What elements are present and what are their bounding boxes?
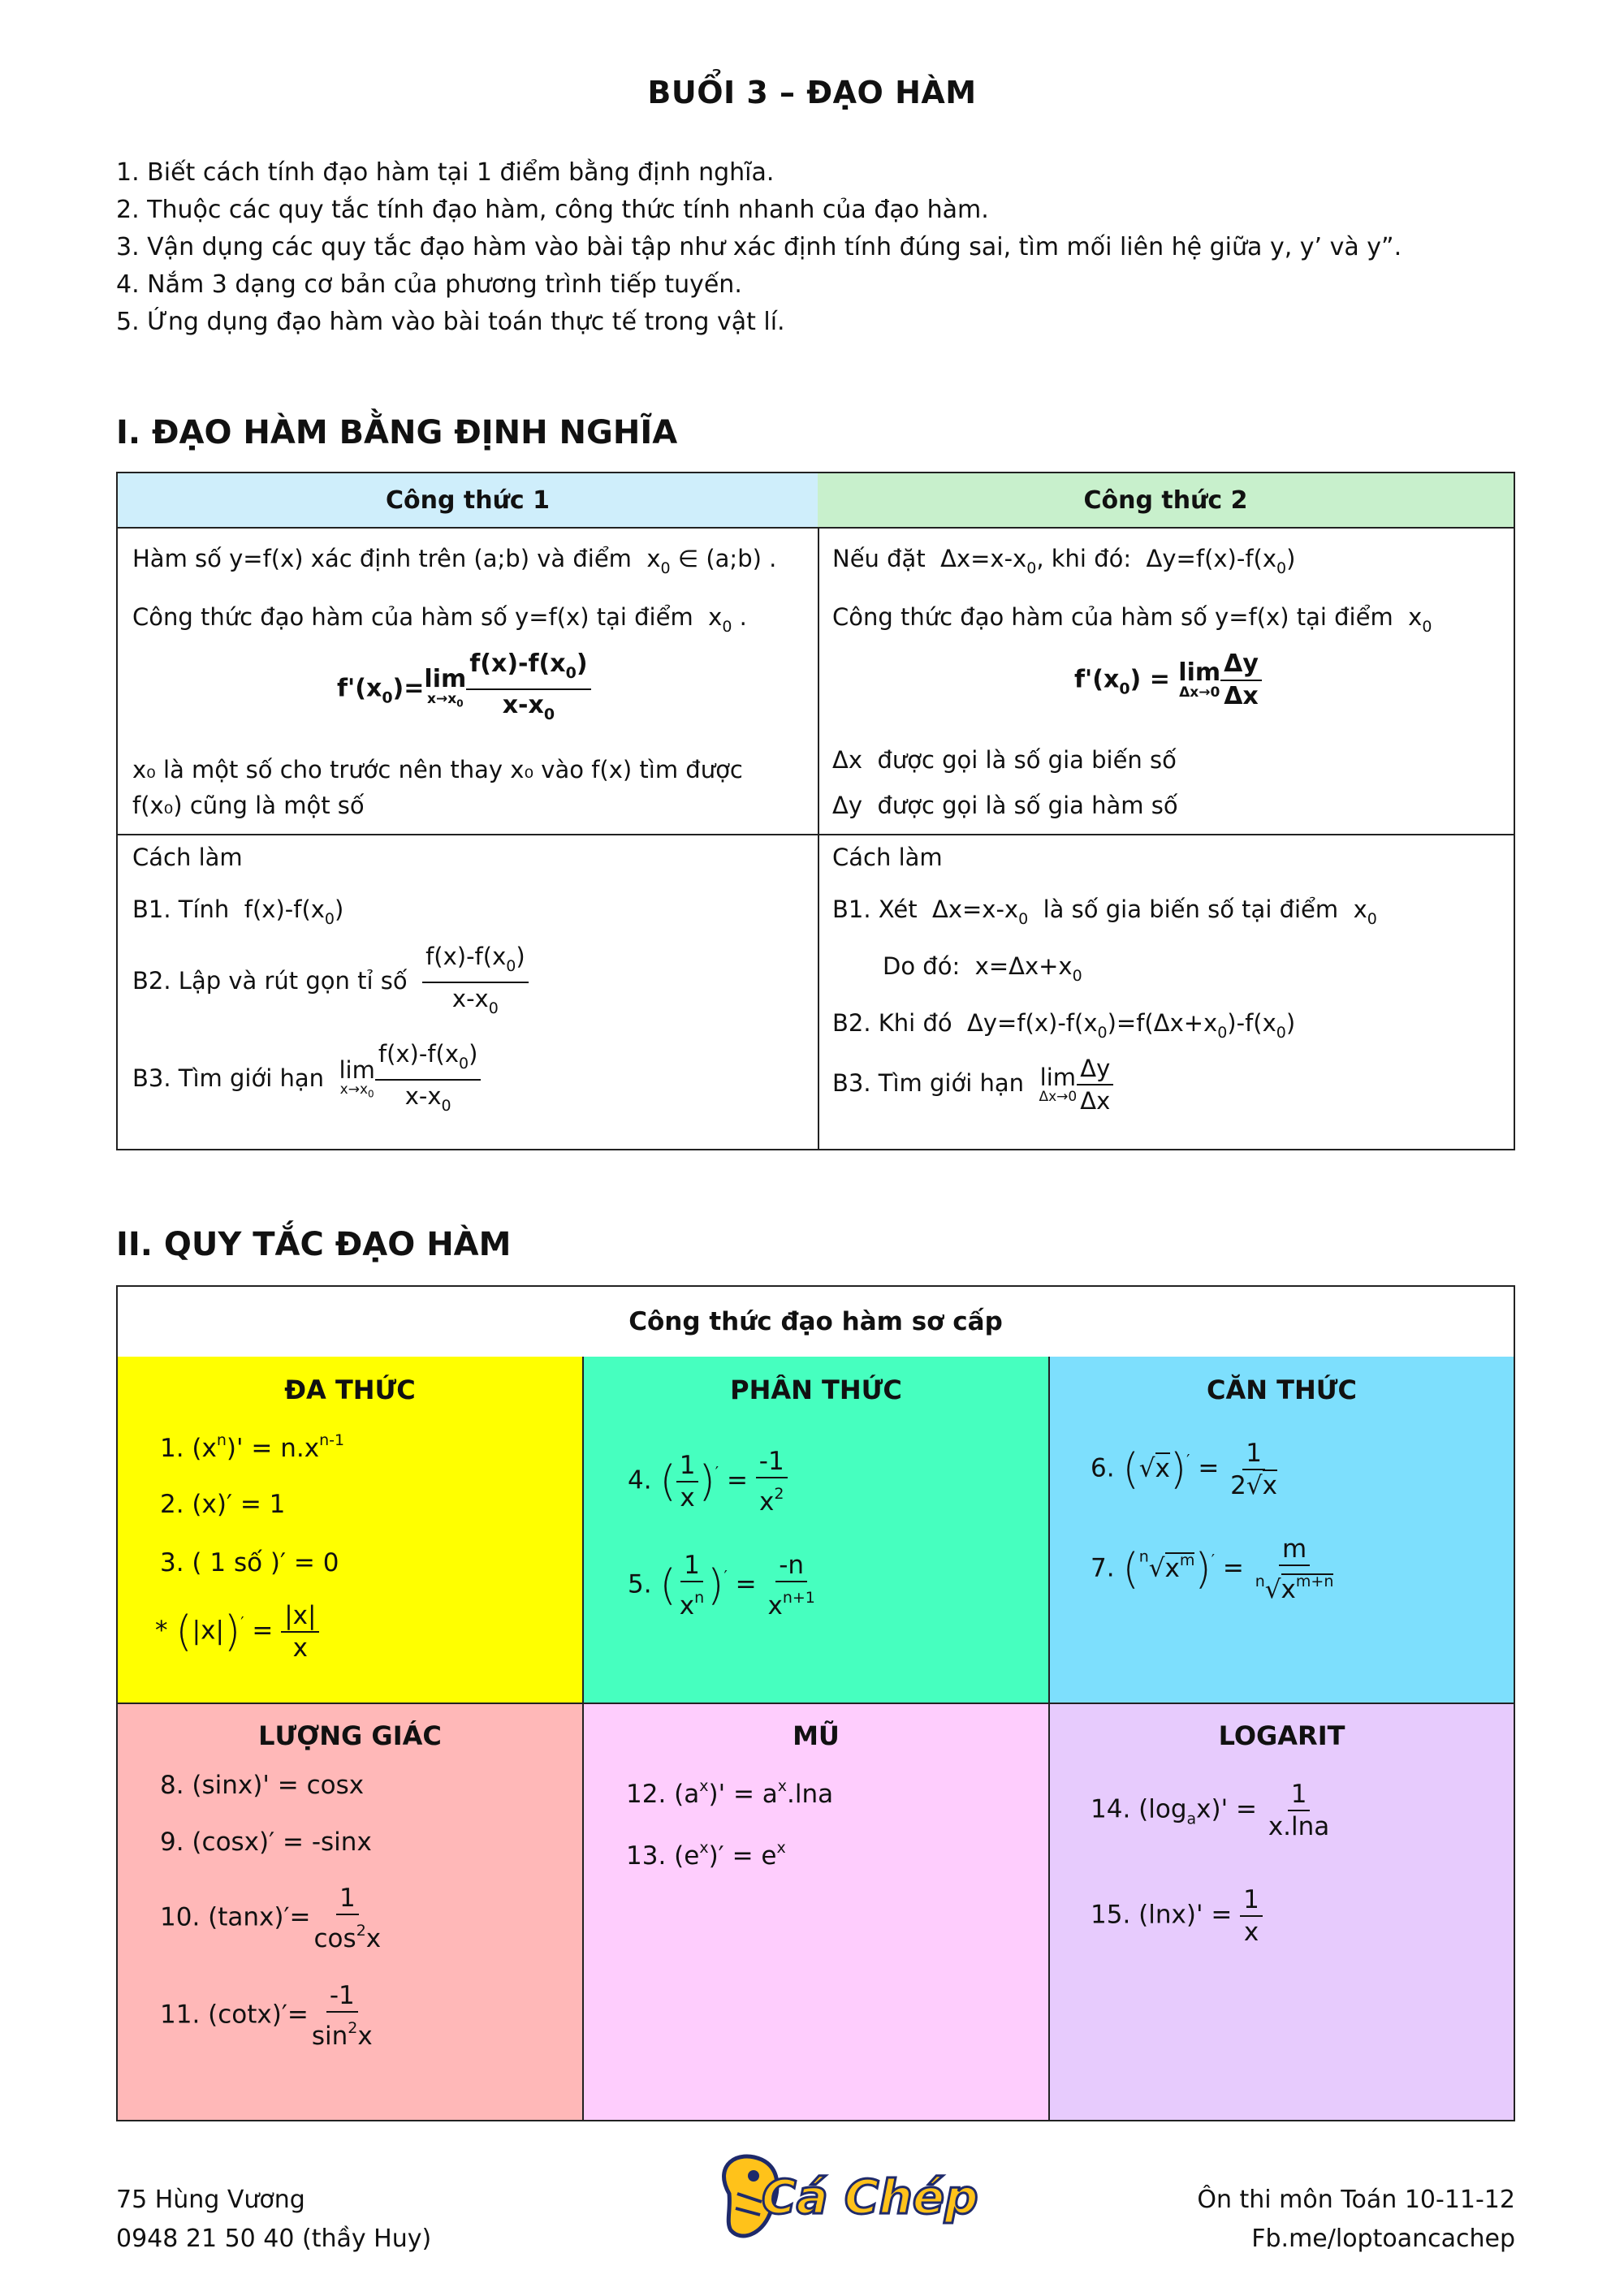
step-b3: B3. Tìm giới hạn [132,1064,325,1092]
c2-intro-mid: , khi đó: [1036,545,1132,572]
rule-3: 3. ( 1 số )′ = 0 [160,1548,339,1577]
formula1-method-cell: Cách làm B1. Tính $f(x)-f(x_0)$ B2. Lập và rút gọn tỉ số $\frac{f(x)-f(x_0)}{x-x_0}$ B3. Tìm giới hạn lim $x\to x_0$ $\frac{f(x)-f(x_0)}{x-x_0}$ [118,835,818,1149]
rule-9: 9. (cosx)′ = -sinx [160,1828,372,1857]
footer-address: 75 Hùng Vương [116,2186,305,2214]
rule-10: 10. (tanx)′= $\frac{1}{\cos^2x}$ [160,1884,382,1953]
exponential-box [584,1704,1050,2120]
rule-2: 2. (x)′ = 1 [160,1490,286,1519]
box-title: ĐA THỨC [284,1375,416,1405]
goal-item: 3. Vận dụng các quy tắc đạo hàm vào bài tập như xác định tính đúng sai, tìm mối liên hệ giữa y, y’ và y”. [116,233,1402,261]
root-box [1050,1357,1514,1704]
step-b1: B1. Xét [832,896,918,923]
c1-note1: x₀ là một số cho trước nên thay x₀ vào f(x) tìm được [132,756,743,783]
method-label: Cách làm [832,844,943,871]
derivative-formula-2: $f'(x_0)$ = lim Δx→0 $\frac{\Delta y}{\Delta x}$ [1074,649,1262,712]
rule-1: 1. $(x^n)' = n.x^{n-1}$ [160,1431,345,1463]
box-title: LƯỢNG GIÁC [258,1720,442,1751]
step-b1-do: Do đó: [883,952,961,980]
logarithm-box [1050,1704,1514,2120]
rule-5: 5. ( $\frac{1}{x^n}$ )′ = $\frac{-n}{x^{n+1}}$ [628,1551,815,1621]
rules-table-header: Công thức đạo hàm sơ cấp [118,1287,1514,1358]
footer-phone: 0948 21 50 40 (thầy Huy) [116,2225,432,2253]
c2-dx-note: được gọi là số gia biến số [877,746,1177,774]
c1-note2: f(x₀) cũng là một số [132,792,365,819]
formula1-column [118,473,819,1149]
logo-text: Cá Chép [762,2169,978,2225]
goal-item: 5. Ứng dụng đạo hàm vào bài toán thực tế trong vật lí. [116,308,785,336]
rule-15: 15. (lnx)' = $\frac{1}{x}$ [1091,1884,1263,1948]
formula2-method-cell: Cách làm B1. Xét $\Delta x=x-x_0$ là số gia biến số tại điểm $x_0$ Do đó: $x=\Delta x+x_0$ B2. Khi đó $\Delta y=f(x)-f(x_0)=f(\Delta x+x_0)-f(x_0)$ B3. Tìm giới hạn lim Δx→0 $\frac{\Delta y}{\Delta x}$ [832,844,1377,1115]
trig-box [118,1704,584,2120]
step-b2: B2. Khi đó [832,1009,952,1037]
rules-table [116,1285,1515,2121]
rule-6: 6. (√x)′ = $\frac{1}{2√x}$ [1091,1439,1278,1500]
section-heading: II. QUY TẮC ĐẠO HÀM [116,1226,512,1263]
formula2-header: Công thức 2 [818,473,1514,529]
method-label: Cách làm [132,844,243,871]
box-title: MŨ [793,1720,840,1751]
goal-item: 1. Biết cách tính đạo hàm tại 1 điểm bằng định nghĩa. [116,158,775,187]
box-title: LOGARIT [1218,1720,1345,1751]
rule-7: 7. $(^n√x^m)'$ = $\frac{m}{^n√x^{m+n}}$ [1091,1534,1334,1604]
footer-right-1: Ôn thi môn Toán 10-11-12 [1197,2186,1515,2214]
rule-4: 4. ( $\frac{1}{x}$ )′ = $\frac{-1}{x^2}$ [628,1446,788,1517]
rational-box [584,1357,1050,1704]
rule-8: 8. (sinx)' = cosx [160,1771,365,1800]
c1-intro2: Công thức đạo hàm của hàm số y=f(x) tại điểm [132,603,693,631]
rule-13: 13. $(e^x)' = e^x$ [626,1839,786,1871]
step-b3: B3. Tìm giới hạn [832,1069,1025,1097]
polynomial-box [118,1357,584,1704]
step-b1-mid: là số gia biến số tại điểm [1043,896,1339,923]
c2-dy-note: được gọi là số gia hàm số [877,792,1178,819]
rule-11: 11. (cotx)′= $\frac{-1}{\sin^2x}$ [160,1981,373,2051]
formula1-cell: Hàm số y=f(x) xác định trên (a;b) và điểm $x_0$ ∈ (a;b) . Công thức đạo hàm của hàm số y=f(x) tại điểm $x_0$ . $f'(x_0)=$ lim $x\to x_0$ $\frac{f(x)-f(x_0)}{x-x_0}$ x₀ là một số cho trước nên thay x₀ vào f(x) tìm được f(x₀) cũng là một số [118,527,818,835]
footer-right-2: Fb.me/loptoancachep [1251,2225,1515,2253]
derivative-formula-1: $f'(x_0)=$ lim $x\to x_0$ $\frac{f(x)-f(x_0)}{x-x_0}$ [337,649,591,730]
box-title: CĂN THỨC [1207,1375,1357,1405]
rule-abs: * (|x|)′ = $\frac{|x|}{x}$ [155,1600,319,1664]
rule-12: 12. $(a^x)' = a^x.\ln a$ [626,1777,834,1809]
formula1-header: Công thức 1 [118,473,818,529]
goal-item: 2. Thuộc các quy tắc tính đạo hàm, công thức tính nhanh của đạo hàm. [116,196,989,224]
logo [705,2145,978,2251]
formula2-column [818,473,1514,1149]
page-title: BUỔI 3 – ĐẠO HÀM [647,75,977,110]
formula2-cell: Nếu đặt $\Delta x=x-x_0$, khi đó: $\Delta y=f(x)-f(x_0)$ Công thức đạo hàm của hàm số y=f(x) tại điểm $x_0$ $f'(x_0)$ = lim Δx→0 $\frac{\Delta y}{\Delta x}$ Δx được gọi là số gia biến số Δy được gọi là số gia hàm số [818,527,1514,835]
box-title: PHÂN THỨC [730,1375,902,1405]
goal-item: 4. Nắm 3 dạng cơ bản của phương trình tiếp tuyến. [116,270,742,299]
definition-table [116,472,1515,1150]
c2-intro2: Công thức đạo hàm của hàm số y=f(x) tại điểm [832,603,1393,631]
goals-list [116,154,1545,341]
section-heading: I. ĐẠO HÀM BẰNG ĐỊNH NGHĨA [116,414,678,451]
c1-intro: Hàm số y=f(x) xác định trên (a;b) và điểm [132,545,632,572]
c2-intro: Nếu đặt [832,545,926,572]
step-b2: B2. Lập và rút gọn tỉ số [132,967,408,995]
step-b1: B1. Tính [132,896,230,923]
rule-14: 14. $(\log_ax)'$ = $\frac{1}{x.\ln a}$ [1091,1780,1330,1841]
